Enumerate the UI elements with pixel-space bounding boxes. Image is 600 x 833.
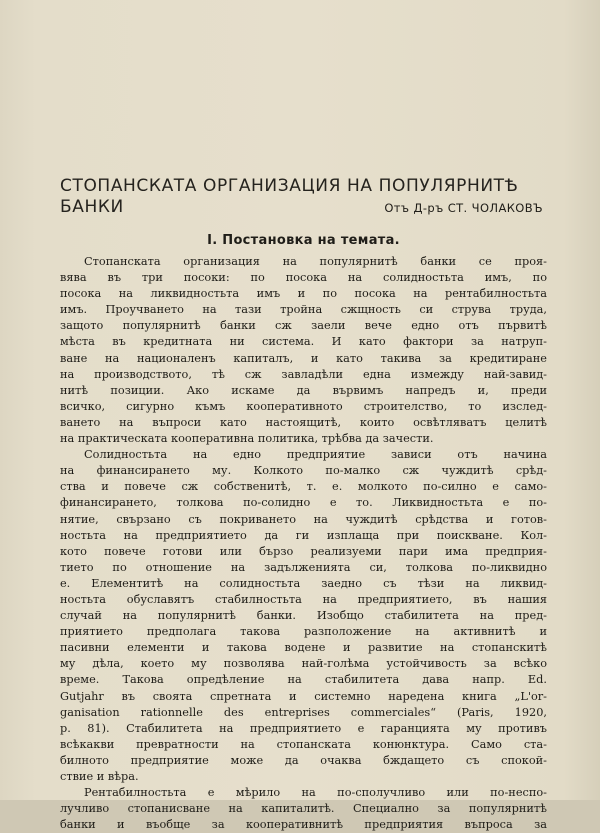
text-line: нитѣ позиции. Ако искаме да вървимъ напредъ и, преди: [60, 383, 547, 397]
text-line: нятие, свързано съ покриването на чуждитѣ срѣдства и готов-: [60, 512, 547, 526]
text-line: ganisation rationnelle des entreprises commerciales“ (Paris, 1920,: [60, 705, 547, 719]
text-line: банки и въобще за кооперативнитѣ предприятия въпроса за: [60, 818, 547, 832]
text-line: всичко, сигурно къмъ кооперативното строителство, то изслед-: [60, 399, 547, 413]
text-line: Стопанската организация на популярнитѣ банки се проя-: [84, 255, 547, 268]
text-line: на производството, тѣ сж завладѣли една измежду най-завид-: [60, 367, 547, 381]
paragraph-2: [60, 447, 547, 785]
text-line: имъ. Проучването на тази тройна сжщность си струва труда,: [60, 303, 547, 317]
text-line: пасивни елементи и такова водене и развитие на стопанскитѣ: [60, 641, 547, 655]
text-line: тието по отношение на задълженията си, толкова по-ликвидно: [60, 560, 547, 574]
article: [60, 176, 547, 833]
text-line: приятието предполага такова разположение на активнитѣ и: [60, 625, 547, 639]
text-line: мѣста въ кредитната ни система. И като фактори за натруп-: [60, 335, 547, 349]
text-line: ствие и вѣра.: [60, 770, 139, 783]
text-line: му дѣла, което му позволява най-голѣма устойчивость за всѣко: [60, 657, 547, 671]
article-title: СТОПАНСКАТА ОРГАНИЗАЦИЯ НА ПОПУЛЯРНИТѢ: [60, 176, 519, 196]
text-line: случай на популярнитѣ банки. Изобщо стабилитета на пред-: [60, 609, 547, 623]
text-line: билното предприятие може да очаква бждащето съ спокой-: [60, 753, 547, 767]
text-line: защото популярнитѣ банки сж заели вече едно отъ първитѣ: [60, 319, 547, 333]
text-line: на практическата кооперативна политика, трѣбва да зачести.: [60, 432, 434, 446]
section-heading: I. Постановка на темата.: [207, 233, 400, 248]
text-line: ването на въпроси като настоящитѣ, които освѣтляватъ целитѣ: [60, 415, 547, 429]
text-line: вява въ три посоки: по посока на солидностьта имъ, по: [60, 271, 547, 285]
title-author-row: [60, 197, 547, 219]
text-line: ностьта обуславятъ стабилностьта на предприятието, въ нашия: [60, 592, 547, 606]
text-line: ностьта на предприятието да ги изплаща при поискване. Кол-: [60, 528, 547, 542]
article-title-continued: БАНКИ: [60, 197, 124, 217]
article-body: [60, 254, 547, 833]
text-line: ване на националенъ капиталъ, и като такива за кредитиране: [60, 351, 547, 365]
text-line: Рентабилностьта е мѣрило на по-сполучливо или по-неспо-: [84, 786, 547, 800]
text-line: ства и повече сж собственитѣ, т. е. молкото по-силно е само-: [60, 480, 547, 494]
text-line: лучливо стопанисване на капиталитѣ. Специално за популярнитѣ: [60, 802, 547, 816]
text-line: финансирането, толкова по-солидно е то. Ликвидностьта е по-: [60, 496, 547, 510]
paragraph-1: [60, 254, 547, 447]
paragraph-3: [60, 785, 547, 833]
text-line: кото повече готови или бързо реализуеми пари има предприя-: [60, 544, 547, 558]
text-line: p. 81). Стабилитета на предприятието е гаранцията му противъ: [60, 721, 547, 735]
text-line: на финансирането му. Колкото по-малко сж чуждитѣ срѣд-: [60, 464, 547, 478]
article-author: Отъ Д-ръ СТ. ЧОЛАКОВЪ: [384, 201, 543, 215]
text-line: всѣкакви превратности на стопанската конюнктура. Само ста-: [60, 737, 547, 751]
text-line: посока на ликвидностьта имъ и по посока на рентабилностьта: [60, 287, 547, 301]
text-line: време. Такова опредѣление на стабилитета дава напр. Ed.: [60, 673, 547, 687]
text-line: е. Елементитѣ на солидностьта заедно съ тѣзи на ликвид-: [60, 576, 547, 590]
text-line: Солидностьта на едно предприятие зависи отъ начина: [84, 448, 547, 462]
text-line: Gutjahr въ своята спретната и системно наредена книга „L'or-: [60, 689, 547, 703]
